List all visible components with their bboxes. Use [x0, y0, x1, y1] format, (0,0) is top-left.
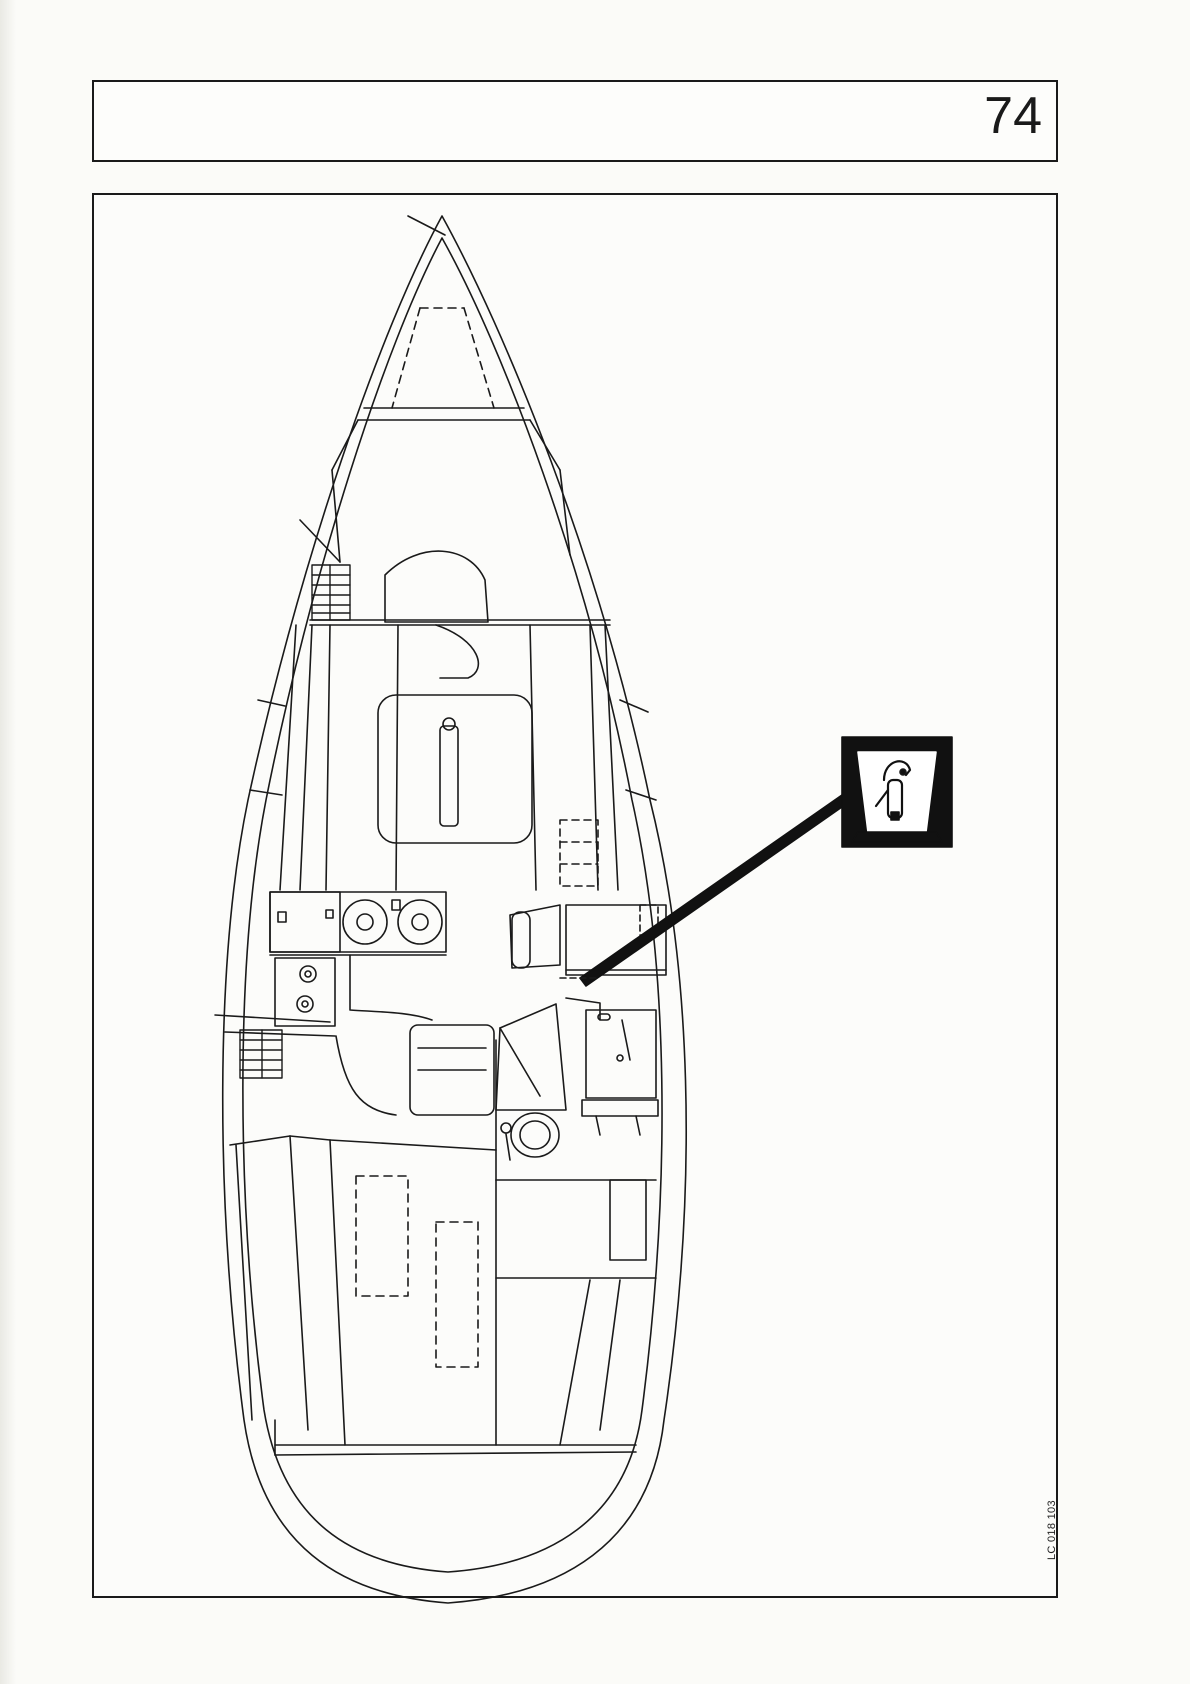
aft-cabins [230, 1136, 656, 1455]
extinguisher-callout [560, 788, 852, 986]
saloon [250, 625, 656, 890]
forward-ladder [312, 565, 350, 620]
fire-extinguisher-icon [842, 737, 952, 847]
aft-ladder [240, 1030, 282, 1078]
head-compartment [496, 1040, 656, 1260]
companionway [336, 998, 658, 1135]
hull-outline [223, 216, 686, 1603]
reference-code: LC 018 103 [1046, 1500, 1058, 1560]
page-number: 74 [984, 87, 1042, 145]
forepeak [358, 216, 530, 420]
forward-berth [300, 420, 610, 625]
